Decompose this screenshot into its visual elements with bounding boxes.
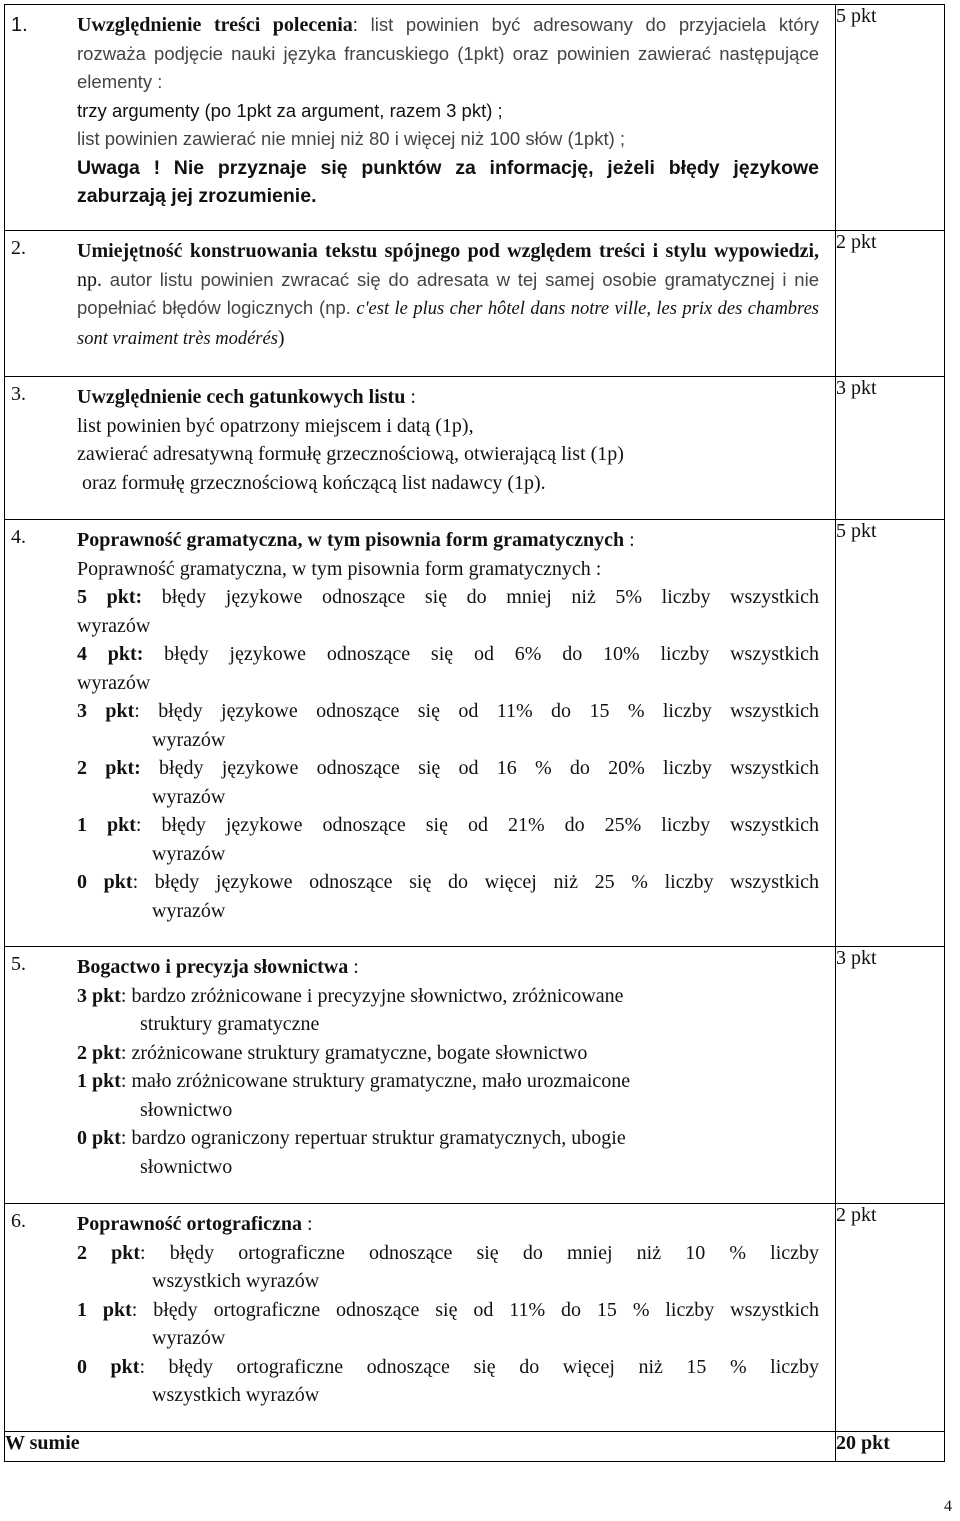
item-text: błędy językowe odnoszące się od 6% do 10% liczby wszystkich bbox=[143, 643, 819, 665]
page-number: 4 bbox=[944, 1498, 952, 1515]
section-number: 4. bbox=[11, 526, 26, 548]
item-text: : bardzo zróżnicowane i precyzyjne słownictwo, zróżnicowane bbox=[120, 984, 624, 1007]
warning-text: Uwaga ! Nie przyznaje się punktów za informację, jeżeli błędy językowe zaburzają jej zrozumienie. bbox=[77, 156, 819, 207]
item-text: błędy językowe odnoszące się do mniej niż 5% liczby wszystkich bbox=[142, 586, 819, 608]
item-text: wyrazów bbox=[152, 728, 226, 751]
colon: : bbox=[352, 14, 358, 35]
section-number: 2. bbox=[11, 237, 26, 259]
section-content bbox=[5, 377, 836, 520]
section-row bbox=[5, 231, 945, 377]
section-text: autor listu powinien zwracać się do adresata w tej samej osobie gramatycznej i nie popełniać błędów logicznych (np. bbox=[77, 268, 819, 318]
section-row bbox=[5, 1204, 945, 1432]
section-text: ) bbox=[277, 326, 285, 349]
colon: : bbox=[624, 529, 635, 551]
item-points: 0 pkt bbox=[77, 1355, 140, 1378]
section-row bbox=[5, 947, 945, 1204]
item-text: wyrazów bbox=[152, 785, 226, 808]
section-number: 3. bbox=[11, 383, 26, 405]
section-text: list powinien zawierać nie mniej niż 80 i więcej niż 100 słów (1pkt) ; bbox=[77, 128, 626, 149]
section-row bbox=[5, 377, 945, 520]
section-number: 5. bbox=[11, 953, 26, 975]
section-heading: Uwzględnienie cech gatunkowych listu bbox=[77, 386, 406, 408]
item-text: : błędy ortograficzne odnoszące się od 11% do 15 % liczby wszystkich bbox=[131, 1298, 820, 1321]
item-text: słownictwo bbox=[140, 1155, 233, 1178]
item-text: : błędy językowe odnoszące się do więcej niż 25 % liczby wszystkich bbox=[132, 871, 820, 893]
section-points: 5 pkt bbox=[836, 5, 945, 231]
section-text: trzy argumenty (po 1pkt za argument, razem 3 pkt) ; bbox=[77, 99, 503, 121]
total-points: 20 pkt bbox=[836, 1432, 945, 1462]
section-points: 2 pkt bbox=[836, 1204, 945, 1432]
section-heading: Uwzględnienie treści polecenia bbox=[77, 14, 353, 36]
section-text: list powinien być opatrzony miejscem i datą (1p), bbox=[77, 414, 474, 437]
section-content bbox=[5, 231, 836, 377]
item-points: 2 pkt bbox=[77, 1041, 121, 1064]
item-text: : błędy ortograficzne odnoszące się do więcej niż 15 % liczby bbox=[139, 1355, 819, 1378]
item-points: 4 pkt: bbox=[77, 643, 144, 665]
item-points: 3 pkt bbox=[77, 984, 121, 1007]
scoring-table bbox=[4, 4, 945, 1462]
item-text: wszystkich wyrazów bbox=[152, 1384, 320, 1406]
section-text: oraz formułę grzecznościową kończącą list nadawcy (1p). bbox=[77, 471, 546, 494]
section-row bbox=[5, 5, 945, 231]
item-text: : błędy językowe odnoszące się od 11% do 15 % liczby wszystkich bbox=[134, 700, 820, 722]
item-points: 1 pkt bbox=[77, 814, 136, 836]
section-content bbox=[5, 1204, 836, 1432]
item-text: : zróżnicowane struktury gramatyczne, bogate słownictwo bbox=[120, 1041, 588, 1064]
item-text: : mało zróżnicowane struktury gramatyczne, mało urozmaicone bbox=[120, 1070, 631, 1092]
colon: : bbox=[301, 1213, 313, 1235]
item-points: 2 pkt: bbox=[77, 757, 141, 779]
section-points: 2 pkt bbox=[836, 231, 945, 377]
item-text: wyrazów bbox=[77, 671, 151, 694]
colon: : bbox=[405, 386, 416, 408]
section-points: 3 pkt bbox=[836, 377, 945, 520]
item-text: wyrazów bbox=[152, 842, 226, 865]
item-text: wyrazów bbox=[152, 899, 226, 922]
item-text: : błędy językowe odnoszące się od 21% do 25% liczby wszystkich bbox=[135, 814, 820, 836]
item-text: słownictwo bbox=[140, 1098, 233, 1121]
section-number: 6. bbox=[11, 1210, 26, 1232]
section-row bbox=[5, 520, 945, 947]
item-text: błędy językowe odnoszące się od 16 % do 20% liczby wszystkich bbox=[140, 757, 819, 779]
example-text: c'est le plus cher hôtel dans notre ville, les prix des chambres sont vraiment très modérés bbox=[77, 299, 819, 349]
item-text: wyrazów bbox=[152, 1327, 226, 1349]
item-points: 2 pkt bbox=[77, 1241, 141, 1264]
item-points: 0 pkt bbox=[77, 1127, 121, 1149]
section-heading: Umiejętność konstruowania tekstu spójnego pod względem treści i stylu wypowiedzi, bbox=[77, 240, 819, 262]
item-text: wszystkich wyrazów bbox=[152, 1270, 320, 1292]
item-points: 0 pkt bbox=[77, 871, 133, 893]
section-text: zawierać adresatywną formułę grzecznościową, otwierającą list (1p) bbox=[77, 443, 624, 465]
section-points: 5 pkt bbox=[836, 520, 945, 947]
section-content bbox=[5, 5, 836, 231]
item-text: wyrazów bbox=[77, 614, 151, 637]
section-text: Poprawność gramatyczna, w tym pisownia form gramatycznych : bbox=[77, 557, 602, 580]
item-points: 1 pkt bbox=[77, 1070, 121, 1092]
colon: : bbox=[348, 956, 359, 978]
section-content bbox=[5, 947, 836, 1204]
section-text: list powinien być adresowany do przyjaciela który rozważa podjęcie nauki języka francuskiego (1pkt) oraz powinien zawierać następujące elementy : bbox=[77, 14, 819, 92]
section-number: 1. bbox=[11, 14, 28, 36]
item-text: struktury gramatyczne bbox=[140, 1013, 320, 1035]
total-label: W sumie bbox=[5, 1432, 836, 1462]
item-points: 1 pkt bbox=[77, 1298, 132, 1321]
item-text: : bardzo ograniczony repertuar struktur gramatycznych, ubogie bbox=[120, 1127, 626, 1149]
total-row bbox=[5, 1432, 945, 1462]
section-heading: Poprawność gramatyczna, w tym pisownia form gramatycznych bbox=[77, 529, 625, 551]
item-text: : błędy ortograficzne odnoszące się do mniej niż 10 % liczby bbox=[140, 1241, 820, 1264]
section-points: 3 pkt bbox=[836, 947, 945, 1204]
section-content bbox=[5, 520, 836, 947]
section-heading: Poprawność ortograficzna bbox=[77, 1213, 302, 1235]
item-points: 3 pkt bbox=[77, 700, 135, 722]
section-text: np. bbox=[77, 268, 102, 291]
section-heading: Bogactwo i precyzja słownictwa bbox=[77, 956, 349, 978]
item-points: 5 pkt: bbox=[77, 586, 143, 608]
